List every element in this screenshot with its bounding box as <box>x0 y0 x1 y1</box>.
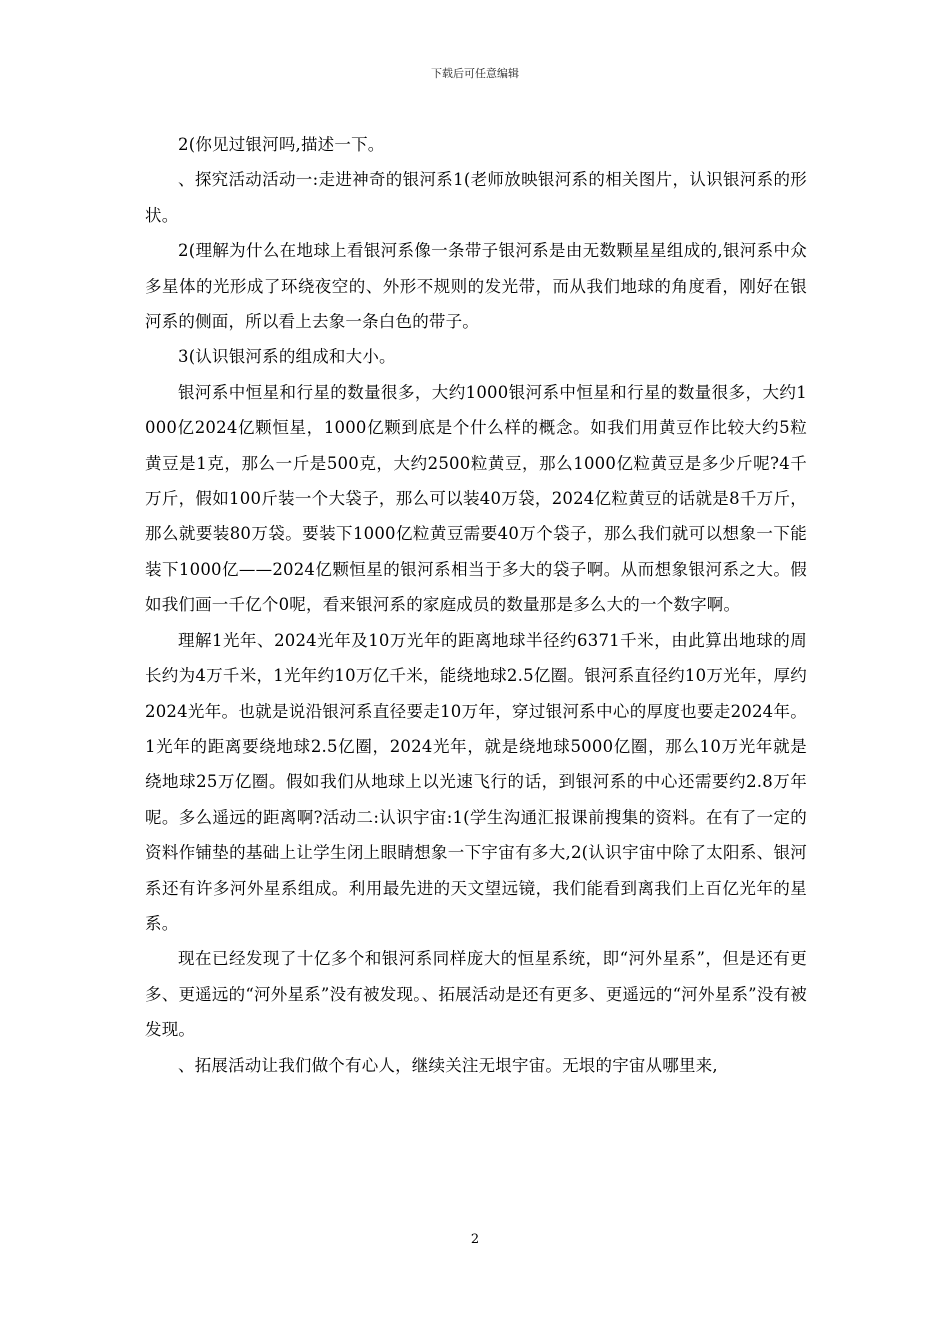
document-body <box>145 127 807 1083</box>
paragraph-4: 3(认识银河系的组成和大小。 <box>178 347 396 367</box>
paragraph-1: 2(你见过银河吗,描述一下。 <box>178 135 385 154</box>
page-number: 2 <box>470 1232 480 1247</box>
paragraph-7: 现在已经发现了十亿多个和银河系同样庞大的恒星系统，即“河外星系”，但是还有更多、更遥远的“河外星系”没有被发现。、拓展活动是还有更多、更遥远的“河外星系”没有被发现。 <box>145 949 807 1040</box>
page-header: 下载后可任意编辑 <box>431 67 519 80</box>
paragraph-8: 、拓展活动让我们做个有心人，继续关注无垠宇宙。无垠的宇宙从哪里来, <box>178 1055 718 1075</box>
paragraph-6: 理解1光年、2024光年及10万光年的距离地球半径约6371千米，由此算出地球的周长约为4万千米，1光年约10万亿千米，能绕地球2.5亿圈。银河系直径约10万光年，厚约2024光年。也就是说沿银河系直径要走10万年，穿过银河系中心的厚度也要走2024年。1光年的距离要绕地球2.5亿圈，2024光年，就是绕地球5000亿圈，那么10万光年就是绕地球25万亿圈。假如我们从地球上以光速飞行的话，到银河系的中心还需要约2.8万年呢。多么遥远的距离啊?活动二:认识宇宙:1(学生沟通汇报课前搜集的资料。在有了一定的资料作铺垫的基础上让学生闭上眼睛想象一下宇宙有多大,2(认识宇宙中除了太阳系、银河系还有许多河外星系组成。利用最先进的天文望远镜，我们能看到离我们上百亿光年的星系。 <box>145 630 807 933</box>
paragraph-2: 、探究活动活动一:走进神奇的银河系1(老师放映银河系的相关图片，认识银河系的形状。 <box>145 170 807 225</box>
paragraph-3: 2(理解为什么在地球上看银河系像一条带子银河系是由无数颗星星组成的,银河系中众多星体的光形成了环绕夜空的、外形不规则的发光带，而从我们地球的角度看，刚好在银河系的侧面，所以看上去象一条白色的带子。 <box>145 241 807 332</box>
paragraph-5: 银河系中恒星和行星的数量很多，大约1000银河系中恒星和行星的数量很多，大约1000亿2024亿颗恒星，1000亿颗到底是个什么样的概念。如我们用黄豆作比较大约5粒黄豆是1克，那么一斤是500克，大约2500粒黄豆，那么1000亿粒黄豆是多少斤呢?4千万斤，假如100斤装一个大袋子，那么可以装40万袋，2024亿粒黄豆的话就是8千万斤，那么就要装80万袋。要装下1000亿粒黄豆需要40万个袋子，那么我们就可以想象一下能装下1000亿——2024亿颗恒星的银河系相当于多大的袋子啊。从而想象银河系之大。假如我们画一千亿个0呢，看来银河系的家庭成员的数量那是多么大的一个数字啊。 <box>145 382 807 615</box>
